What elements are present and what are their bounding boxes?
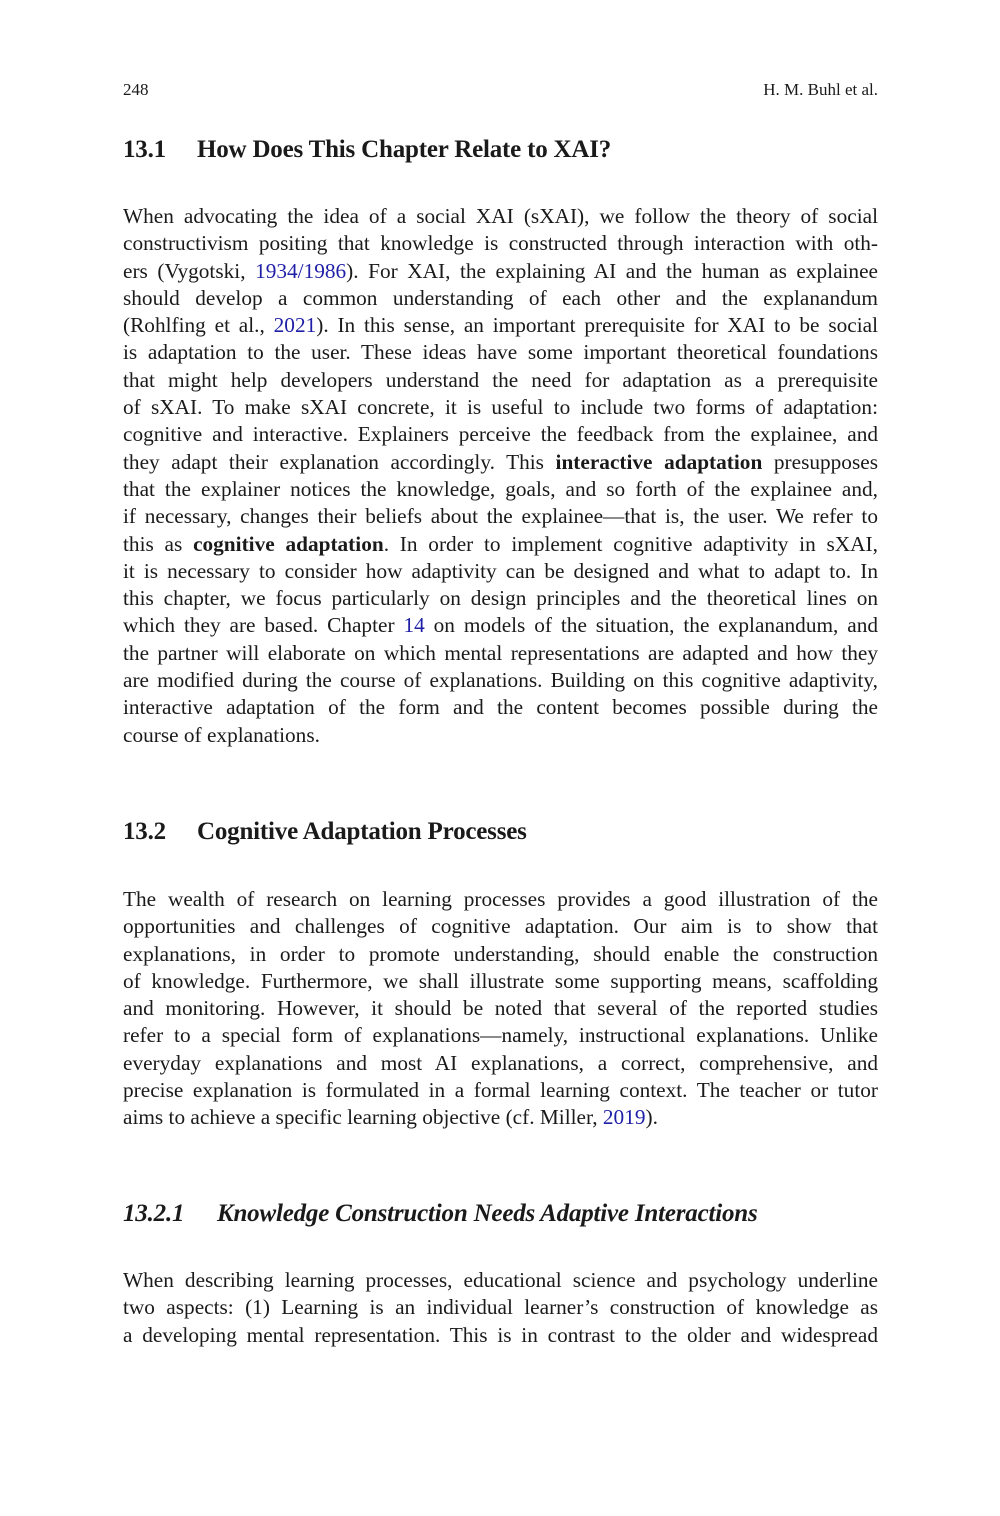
text-line: the partner will elaborate on which mental representations are adapted and how they bbox=[123, 640, 878, 665]
section-title: How Does This Chapter Relate to XAI? bbox=[197, 136, 612, 163]
text-line: of knowledge. Furthermore, we shall illustrate some supporting means, scaffolding bbox=[123, 968, 878, 993]
text-line: The wealth of research on learning processes provides a good illustration of the bbox=[123, 887, 878, 911]
citation-link-miller[interactable]: 2019 bbox=[602, 1105, 646, 1130]
text-line: they adapt their explanation accordingly. This interactive adaptation presupposes bbox=[123, 449, 878, 474]
text-line: aims to achieve a specific learning objective (cf. Miller, 2019). bbox=[123, 1105, 658, 1130]
section-title: Cognitive Adaptation Processes bbox=[197, 818, 527, 845]
text-line: precise explanation is formulated in a formal learning context. The teacher or tutor bbox=[123, 1078, 878, 1103]
text-line: opportunities and challenges of cognitive adaptation. Our aim is to show that bbox=[123, 914, 878, 939]
text-line: is adaptation to the user. These ideas have some important theoretical foundations bbox=[123, 340, 878, 365]
text-line: that the explainer notices the knowledge, goals, and so forth of the explainee and, bbox=[123, 476, 878, 501]
citation-link-rohlfing[interactable]: 2021 bbox=[273, 313, 317, 338]
chapter-link-14[interactable]: 14 bbox=[403, 613, 425, 638]
section-number: 13.2 bbox=[123, 818, 166, 845]
text-line: if necessary, changes their beliefs about the explainee—that is, the user. We refer to bbox=[123, 504, 878, 529]
text-line: cognitive and interactive. Explainers perceive the feedback from the explainee, and bbox=[123, 422, 878, 447]
text-line: this chapter, we focus particularly on design principles and the theoretical lines on bbox=[123, 586, 878, 611]
text-line: should develop a common understanding of each other and the explanandum bbox=[123, 285, 878, 310]
running-head-authors: H. M. Buhl et al. bbox=[763, 80, 878, 99]
text-line: (Rohlfing et al., 2021). In this sense, an important prerequisite for XAI to be social bbox=[123, 313, 878, 338]
subsection-number: 13.2.1 bbox=[123, 1200, 185, 1227]
section-heading-13-1 bbox=[123, 136, 611, 164]
text-line: and monitoring. However, it should be noted that several of the reported studies bbox=[123, 996, 878, 1021]
text-line: a developing mental representation. This is in contrast to the older and widespread bbox=[123, 1322, 878, 1347]
section-number: 13.1 bbox=[123, 136, 166, 163]
text-line: constructivism positing that knowledge is constructed through interaction with oth- bbox=[123, 231, 878, 256]
paragraph-2 bbox=[123, 886, 878, 1132]
text-line: of sXAI. To make sXAI concrete, it is useful to include two forms of adaptation: bbox=[123, 395, 878, 420]
text-line: which they are based. Chapter 14 on models of the situation, the explanandum, and bbox=[123, 613, 878, 638]
paragraph-1 bbox=[123, 203, 878, 749]
subsection-title: Knowledge Construction Needs Adaptive Interactions bbox=[217, 1200, 758, 1227]
text-line: interactive adaptation of the form and the content becomes possible during the bbox=[123, 695, 878, 720]
text-line: course of explanations. bbox=[123, 722, 320, 747]
text-line: are modified during the course of explanations. Building on this cognitive adaptivity, bbox=[123, 668, 878, 693]
text-line: everyday explanations and most AI explanations, a correct, comprehensive, and bbox=[123, 1050, 878, 1075]
paragraph-3 bbox=[123, 1267, 878, 1349]
text-line: When advocating the idea of a social XAI (sXAI), we follow the theory of social bbox=[123, 204, 878, 228]
page-number: 248 bbox=[123, 80, 149, 99]
text-line: it is necessary to consider how adaptivity can be designed and what to adapt to. In bbox=[123, 558, 878, 583]
running-head bbox=[123, 80, 878, 104]
text-line: that might help developers understand the need for adaptation as a prerequisite bbox=[123, 367, 878, 392]
citation-link-vygotski[interactable]: 1934/1986 bbox=[255, 258, 347, 283]
text-line: explanations, in order to promote understanding, should enable the construction bbox=[123, 941, 878, 966]
subsection-heading-13-2-1 bbox=[123, 1200, 758, 1228]
text-line: this as cognitive adaptation. In order to implement cognitive adaptivity in sXAI, bbox=[123, 531, 878, 556]
text-line: ers (Vygotski, 1934/1986). For XAI, the explaining AI and the human as explainee bbox=[123, 258, 878, 283]
bold-term-interactive-adaptation: interactive adaptation bbox=[555, 449, 763, 474]
text-line: two aspects: (1) Learning is an individual learner’s construction of knowledge as bbox=[123, 1295, 878, 1320]
section-heading-13-2 bbox=[123, 818, 527, 846]
text-line: When describing learning processes, educational science and psychology underline bbox=[123, 1268, 878, 1292]
text-line: refer to a special form of explanations—namely, instructional explanations. Unlike bbox=[123, 1023, 878, 1048]
bold-term-cognitive-adaptation: cognitive adaptation bbox=[193, 531, 384, 556]
